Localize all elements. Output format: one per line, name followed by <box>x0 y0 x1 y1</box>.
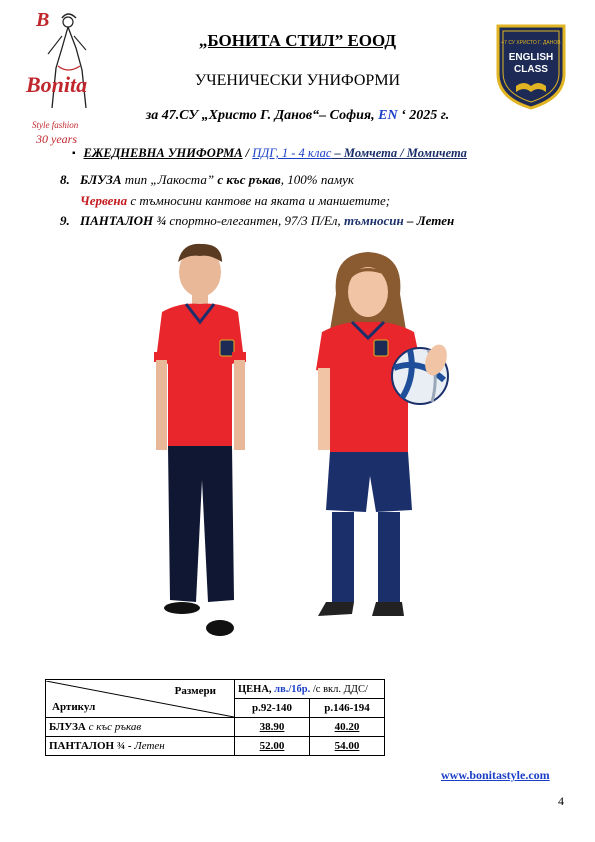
category-gender: Момчета / Момичета <box>343 146 467 160</box>
item-blouse-color <box>80 193 390 209</box>
svg-text:CLASS: CLASS <box>514 64 548 75</box>
size-col-2: р.146-194 <box>310 699 385 718</box>
school-name: за 47.СУ „Христо Г. Данов“– София, <box>145 108 379 123</box>
item-desc: спортно-елегантен, 97/3 П/Ел, <box>166 213 344 228</box>
table-row <box>46 718 385 737</box>
separator: / <box>242 146 253 160</box>
document-subtitle: УЧЕНИЧЕСКИ УНИФОРМИ <box>194 72 401 89</box>
dash: – <box>331 146 344 160</box>
category-name: ЕЖЕДНЕВНА УНИФОРМА <box>83 146 243 160</box>
year-label: ‘ 2025 г. <box>397 108 450 123</box>
article-label: Артикул <box>52 700 96 713</box>
price-unit: лв./1бр. <box>274 683 311 695</box>
page-number: 4 <box>558 794 564 808</box>
en-label: EN <box>378 108 398 123</box>
item-name: ПАНТАЛОН ¾ <box>80 213 167 228</box>
svg-text:Bonita: Bonita <box>26 72 88 97</box>
item-trim: с тъмносини кантове на яката и маншетите; <box>127 193 391 208</box>
price-vat: /с вкл. ДДС/ <box>310 683 368 695</box>
item-number: 9. <box>60 213 70 228</box>
price-cell: 40.20 <box>310 718 385 737</box>
header-corner-cell <box>46 680 235 718</box>
article-note: Летен <box>134 740 165 752</box>
item-sleeve: с къс ръкав <box>217 172 281 187</box>
table-row <box>46 737 385 756</box>
article-note: с къс ръкав <box>85 721 142 733</box>
article-name: ПАНТАЛОН ¾ - <box>49 740 135 752</box>
company-title: „БОНИТА СТИЛ” ЕООД <box>198 31 397 50</box>
item-number: 8. <box>60 172 70 187</box>
svg-text:B: B <box>36 9 50 31</box>
color-navy: тъмносин <box>343 213 404 228</box>
price-cell: 38.90 <box>235 718 310 737</box>
color-red: Червена <box>80 193 128 208</box>
sizes-label: Размери <box>174 684 216 697</box>
price-table <box>45 679 385 756</box>
school-line <box>0 108 595 124</box>
price-cell: 54.00 <box>310 737 385 756</box>
row-label <box>46 737 235 756</box>
svg-text:ENGLISH: ENGLISH <box>508 52 554 63</box>
item-trousers <box>60 213 454 229</box>
price-header <box>235 680 385 699</box>
category-classes: ПДГ, 1 - 4 клас <box>252 146 332 160</box>
website-link[interactable]: www.bonitastyle.com <box>441 768 550 782</box>
girl-figure <box>316 252 422 616</box>
item-desc: тип „Лакоста” <box>121 172 218 187</box>
logo-slogan: Style fashion <box>32 120 79 130</box>
svg-text:47 СУ ХРИСТО Г. ДАНОВ: 47 СУ ХРИСТО Г. ДАНОВ <box>501 40 561 46</box>
logo-years: 30 years <box>36 132 77 146</box>
price-cell: 52.00 <box>235 737 310 756</box>
item-material: , 100% памук <box>280 172 354 187</box>
price-label: ЦЕНА, <box>238 683 275 695</box>
item-name: БЛУЗА <box>80 172 122 187</box>
uniform-photo <box>140 240 470 650</box>
item-season: – Летен <box>403 213 455 228</box>
category-line <box>72 146 467 161</box>
boy-figure <box>154 244 246 636</box>
item-blouse <box>60 172 354 188</box>
row-label <box>46 718 235 737</box>
bullet-icon: ▪ <box>72 148 76 159</box>
article-name: БЛУЗА <box>49 721 86 733</box>
size-col-1: р.92-140 <box>235 699 310 718</box>
table-header-row <box>46 680 385 699</box>
fashion-figure-icon <box>22 8 102 120</box>
